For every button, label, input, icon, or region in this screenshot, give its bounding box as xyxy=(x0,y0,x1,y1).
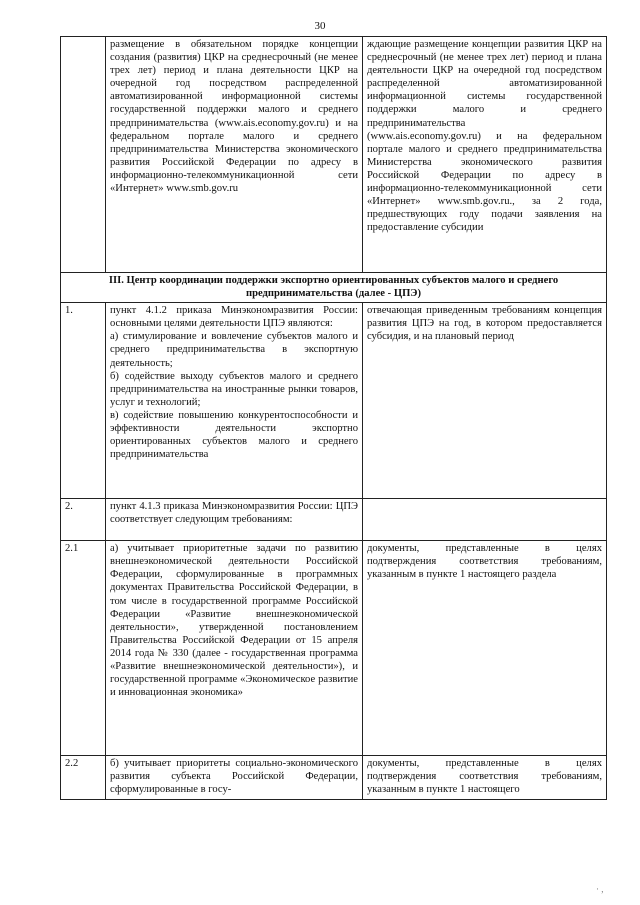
paragraph: пункт 4.1.2 приказа Минэкономразвития России: основными целями деятельности ЦПЭ являются: xyxy=(110,305,358,330)
row-number xyxy=(61,37,106,273)
paragraph: пункт 4.1.3 приказа Минэкономразвития России: ЦПЭ соответствует следующим требованиям: xyxy=(110,501,358,526)
requirements-table xyxy=(60,36,607,800)
table-row-continuation xyxy=(61,37,607,273)
confirming-documents: документы, представленные в целях подтверждения соответствия требованиям, указанным в пункте 1 настоящего раздела xyxy=(363,541,607,756)
requirement-text xyxy=(106,756,363,800)
section-header-row xyxy=(61,273,607,303)
paragraph: б) содействие выходу субъектов малого и среднего предпринимательства на иностранные рынки товаров, услуг и технологий; xyxy=(110,370,358,408)
row-number: 2. xyxy=(61,499,106,541)
row-number: 2.1 xyxy=(61,541,106,756)
confirming-documents xyxy=(363,37,607,273)
paragraph: ждающие размещение концепции развития ЦКР на среднесрочный (не менее трех лет) период и плана деятельности ЦКР на очередной год посредством распределенной автоматизированной информационной системы государственной поддержки малого и среднего предпринимательства xyxy=(367,39,602,129)
confirming-documents: отвечающая приведенным требованиям концепция развития ЦПЭ на год, в котором предоставляется субсидия, и на плановый период xyxy=(363,303,607,499)
table-row xyxy=(61,541,607,756)
paragraph: а) стимулирование и вовлечение субъектов малого и среднего предпринимательства в экспортную деятельность; xyxy=(110,331,358,369)
confirming-documents: документы, представленные в целях подтверждения соответствия требованиям, указанным в пункте 1 настоящего xyxy=(363,756,607,800)
paragraph: (www.ais.economy.gov.ru) и на федеральном портале малого и среднего предпринимательства Министерства экономического развития Российской Федерации по адресу в информационно-телекоммуникационной сети «Интернет» www.smb.gov.ru., за 2 года, предшествующих году подачи заявления на предоставление субсидии xyxy=(367,130,602,234)
table-row xyxy=(61,756,607,800)
paragraph: в) содействие повышению конкурентоспособности и эффективности деятельности экспортно ориентированных субъектов малого и среднего предпринимательства xyxy=(110,409,358,461)
requirement-text xyxy=(106,499,363,541)
requirement-text xyxy=(106,541,363,756)
page-number: 30 xyxy=(314,20,326,32)
margin-marks: · , xyxy=(596,884,604,894)
row-number: 1. xyxy=(61,303,106,499)
requirement-text: размещение в обязательном порядке концепции создания (развития) ЦКР на среднесрочный (не менее трех лет) период и плана деятельности ЦКР на очередной год посредством распределенной автоматизированной информационной системы государственной поддержки малого и среднего предпринимательства (www.ais.economy.gov.ru) и на федеральном портале малого и среднего предпринимательства Министерства экономического развития Российской Федерации по адресу в информационно-телекоммуникационной сети «Интернет» www.smb.gov.ru xyxy=(106,37,363,273)
row-number: 2.2 xyxy=(61,756,106,800)
confirming-documents xyxy=(363,499,607,541)
table-row xyxy=(61,499,607,541)
section-title: III. Центр координации поддержки экспортно ориентированных субъектов малого и среднего предпринимательства (далее - ЦПЭ) xyxy=(61,273,607,303)
paragraph: б) учитывает приоритеты социально-экономического развития субъекта Российской Федерации, сформулированные в госу- xyxy=(110,758,358,796)
requirement-text xyxy=(106,303,363,499)
paragraph: а) учитывает приоритетные задачи по развитию внешнеэкономической деятельности Российской Федерации, сформулированные в программных документах Правительства Российской Федерации, в том числе в государственной программе Российской Федерации «Развитие внешнеэкономической деятельности», утвержденной постановлением Правительства Российской Федерации от 15 апреля 2014 года № 330 (далее - государственная программа «Развитие внешнеэкономической деятельности»), и государственной программе «Экономическое развитие и инновационная экономика» xyxy=(110,543,358,699)
table-row xyxy=(61,303,607,499)
